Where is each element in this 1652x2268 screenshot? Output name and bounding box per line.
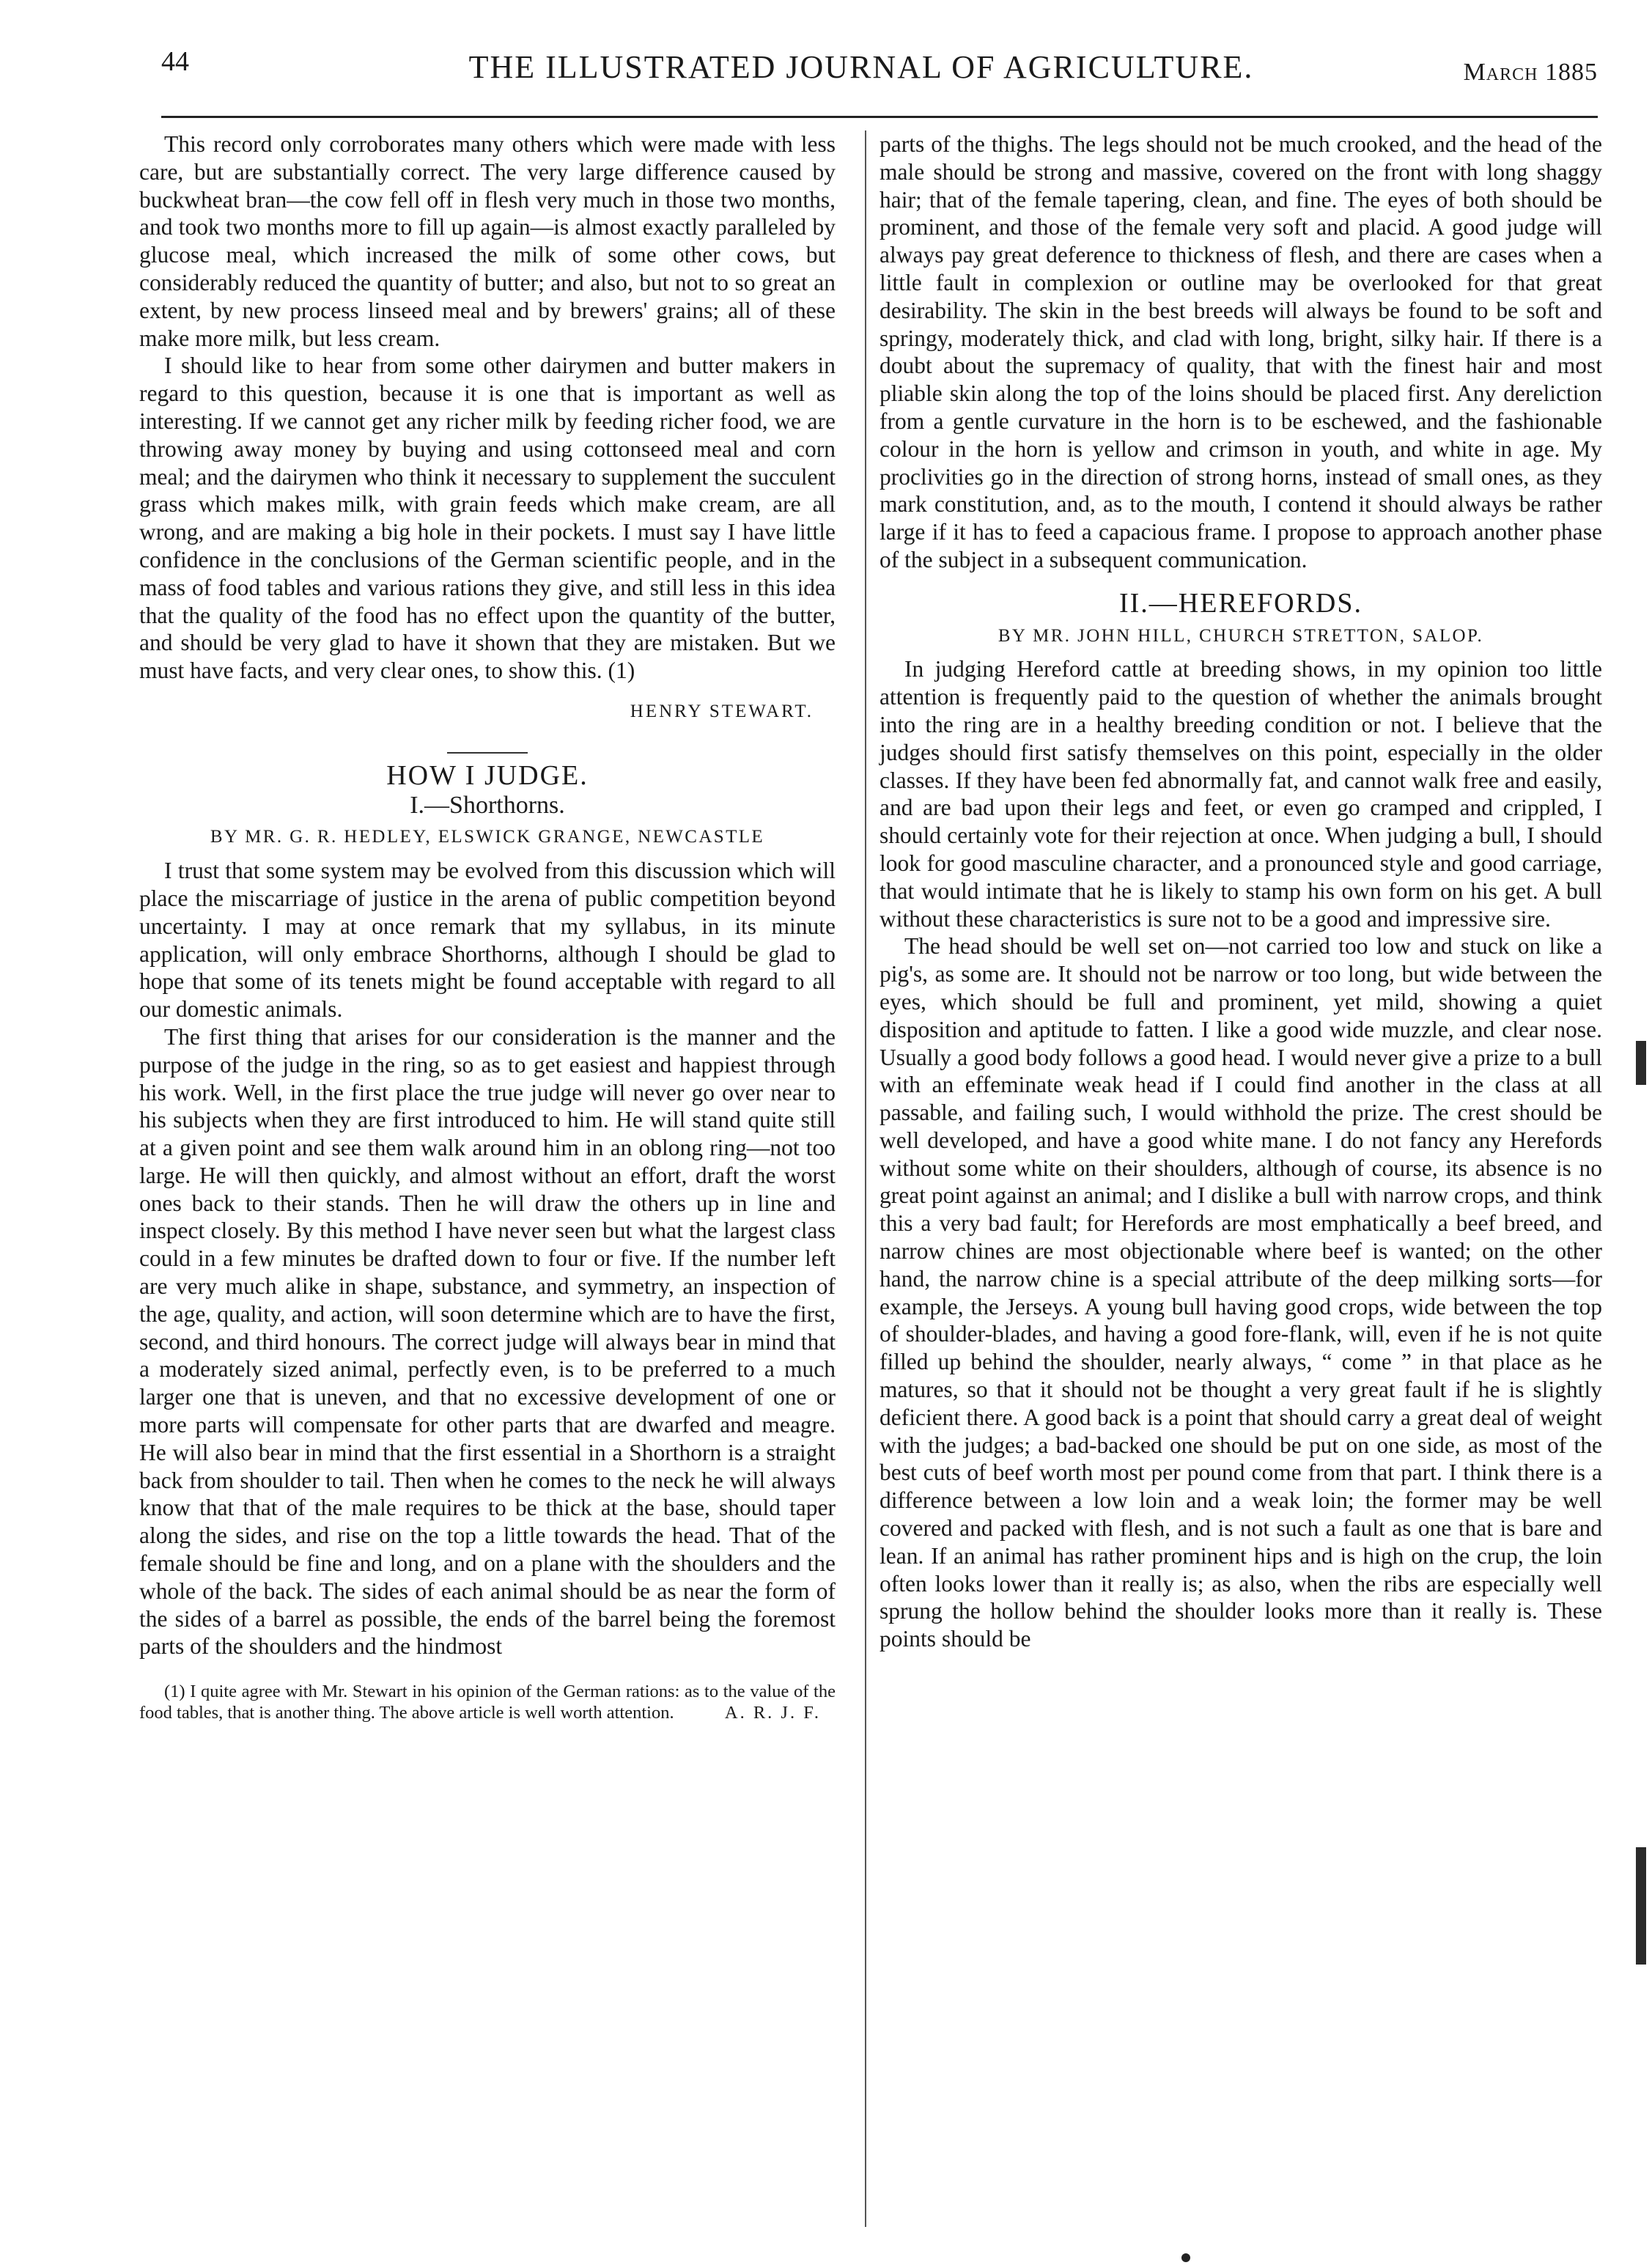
footnote-signature: A. R. J. F.	[724, 1703, 821, 1723]
hill-paragraph-2: The head should be well set on—not carried too low and stuck on like a pig's, as some are. It should not be narrow or too long, but wide between the eyes, which should be full and prominent, yet mild, showing a quiet disposition and aptitude to fatten. I like a good wide muzzle, and clear nose. Usually a good body follows a good head. I would never give a prize to a bull with an effeminate weak head if I could find another in the class at all passable, and failing such, I would withhold the prize. The crest should be well developed, and have a good white mane. I do not fancy any Herefords without some white on their shoulders, although of course, its absence is no great point against an animal; and I dislike a bull with narrow crops, and think this a very bad fault; for Herefords are most emphatically a beef breed, and narrow chines are most objectionable where beef is wanted; on the other hand, the narrow chine is a special attribute of the deep milking sorts—for example, the Jerseys. A young bull having good crops, wide between the top of shoulder-blades, and having a good fore-flank, will, even if he is not quite filled up behind the shoulder, nearly always, “ come ” in that place as he matures, so that it should not be thought a very great fault if he is slightly deficient there. A good back is a point that should carry a great deal of weight with the judges; a bad-backed one should be put on one side, as most of the best cuts of beef worth most per pound come from that part. I think there is a difference between a low loin and a weak loin; the former may be well covered and packed with flesh, and is not such a fault as one that is bare and lean. If an animal has rather prominent hips and is high on the crup, the loin often looks lower than it really is; as also, when the ribs are especially well sprung the hollow behind the shoulder looks more than it really is. These points should be	[880, 933, 1602, 1652]
footnote-text	[139, 1681, 836, 1723]
right-column	[880, 130, 1602, 1653]
stewart-paragraph-1: This record only corroborates many others which were made with less care, but are substantially correct. The very large difference caused by buckwheat bran—the cow fell off in flesh very much in those two months, and took two months more to fill up again—is almost exactly paralleled by glucose meal, which increased the milk of some other cows, but considerably reduced the quantity of butter; and also, but not to so great an extent, by new process linseed meal and by brewers' grains; all of these make more milk, but less cream.	[139, 131, 836, 351]
page-header	[161, 43, 1598, 118]
article-subheading-shorthorns: I.—Shorthorns.	[410, 791, 565, 819]
scan-gutter-mark	[1636, 1041, 1646, 1085]
hedley-paragraph-1: I trust that some system may be evolved from this discussion which will place the miscarriage of justice in the arena of public competition beyond uncertainty. I may at once remark that my syllabus, in its minute application, will only embrace Shorthorns, although I should be glad to hope that some of its tenets might be found acceptable with regard to all our domestic animals.	[139, 858, 836, 1023]
hedley-paragraph-2: The first thing that arises for our consideration is the manner and the purpose of the judge in the ring, so as to get easiest and happiest through his work. Well, in the first place the true judge will never go over near to his subjects when they are first introduced to him. He will stand quite still at a given point and see them walk around him in an oblong ring—not too large. He will then quickly, and almost without an effort, draft the worst ones back to their stands. Then he will draw the others up in line and inspect closely. By this method I have never seen but what the largest class could in a few minutes be drafted down to four or five. If the number left are very much alike in shape, substance, and symmetry, an inspection of the age, quality, and action, will soon determine which are to have the first, second, and third honours. The correct judge will always bear in mind that a moderately sized animal, perfectly even, is to be preferred to a much larger one that is uneven, and that no excessive development of one or more parts will compensate for other parts that are dwarfed and meagre. He will also bear in mind that the first essential in a Shorthorn is a straight back from shoulder to tail. Then when he comes to the neck he will always know that that of the male requires to be thick at the base, should taper along the sides, and rise on the top a little towards the head. That of the female should be fine and long, and on a plane with the shoulders and the whole of the back. The sides of each animal should be as near the form of the sides of a barrel as possible, the ends of the barrel being the foremost parts of the shoulders and the hindmost	[139, 1023, 836, 1660]
hill-paragraph-1: In judging Hereford cattle at breeding shows, in my opinion too little attention is frequently paid to the question of whether the animals brought into the ring are in a healthy breeding condition or not. I believe that the judges should first satisfy themselves on this point, especially in the older classes. If they have been fed abnormally fat, and cannot walk free and easily, and are bad upon their legs and feet, or even go cramped and crippled, I should certainly vote for their rejection at once. When judging a bull, I should look for good masculine character, and a pronounced style and good carriage, that would intimate that he is likely to stamp his own form on his get. A bull without these characteristics is sure not to be a good and impressive sire.	[880, 656, 1602, 932]
stewart-paragraph-2: I should like to hear from some other dairymen and butter makers in regard to this question, because it is one that is important as well as interesting. If we cannot get any richer milk by feeding richer food, we are throwing away money by buying and using cottonseed meal and corn meal; and the dairymen who think it necessary to supplement the succulent grass which makes milk, with grain feeds which make cream, are all wrong, and are making a big hole in their pockets. I must say I have little confidence in the conclusions of the German scientific people, and in the mass of food tables and various rations they give, and still less in this idea that the quality of the food has no effect upon the quantity of the butter, and should be very glad to have it shown that they are mistaken. But we must have facts, and very clear ones, to show this. (1)	[139, 353, 836, 684]
journal-title: THE ILLUSTRATED JOURNAL OF AGRICULTURE.	[468, 49, 1254, 85]
herefords-heading: II.—HEREFORDS.	[1118, 587, 1363, 619]
hedley-byline: BY MR. G. R. HEDLEY, ELSWICK GRANGE, NEWCASTLE	[210, 827, 765, 847]
footnote	[139, 1681, 836, 1723]
issue-date: March 1885	[1463, 59, 1598, 86]
hill-byline: BY MR. JOHN HILL, CHURCH STRETTON, SALOP.	[998, 625, 1484, 646]
ink-dot	[1181, 2253, 1190, 2262]
scan-gutter-mark	[1636, 1847, 1646, 1965]
column-divider	[865, 130, 866, 2227]
footnote-body: (1) I quite agree with Mr. Stewart in his opinion of the German rations: as to the value of the food tables, that is another thing. The above article is well worth attention.	[139, 1682, 836, 1723]
left-column	[139, 130, 836, 1723]
article-heading: HOW I JUDGE.	[386, 759, 589, 791]
hedley-paragraph-3: parts of the thighs. The legs should not be much crooked, and the head of the male should be strong and massive, covered on the front with long shaggy hair; that of the female tapering, clean, and fine. The eyes of both should be prominent, and those of the female very soft and placid. A good judge will always pay great deference to thickness of flesh, and there are cases when a little fault in complexion or outline may be overlooked for that great desirability. The skin in the best breeds will always be found to be soft and springy, moderately thick, and clad with long, bright, silky hair. If there is a doubt about the supremacy of quality, that with the finest hair and most pliable skin along the top of the loins should be placed first. Any dereliction from a gentle curvature in the horn is to be eschewed, and the fashionable colour in the horn is yellow and crimson in youth, and white in age. My proclivities go in the direction of strong horns, instead of small ones, as they mark constitution, and, as to the mouth, I contend it should always be rather large if it has to feed a capacious frame. I propose to approach another phase of the subject in a subsequent communication.	[880, 131, 1602, 572]
stewart-signature: HENRY STEWART.	[630, 701, 814, 721]
section-rule	[447, 752, 528, 754]
page-number: 44	[161, 46, 189, 77]
